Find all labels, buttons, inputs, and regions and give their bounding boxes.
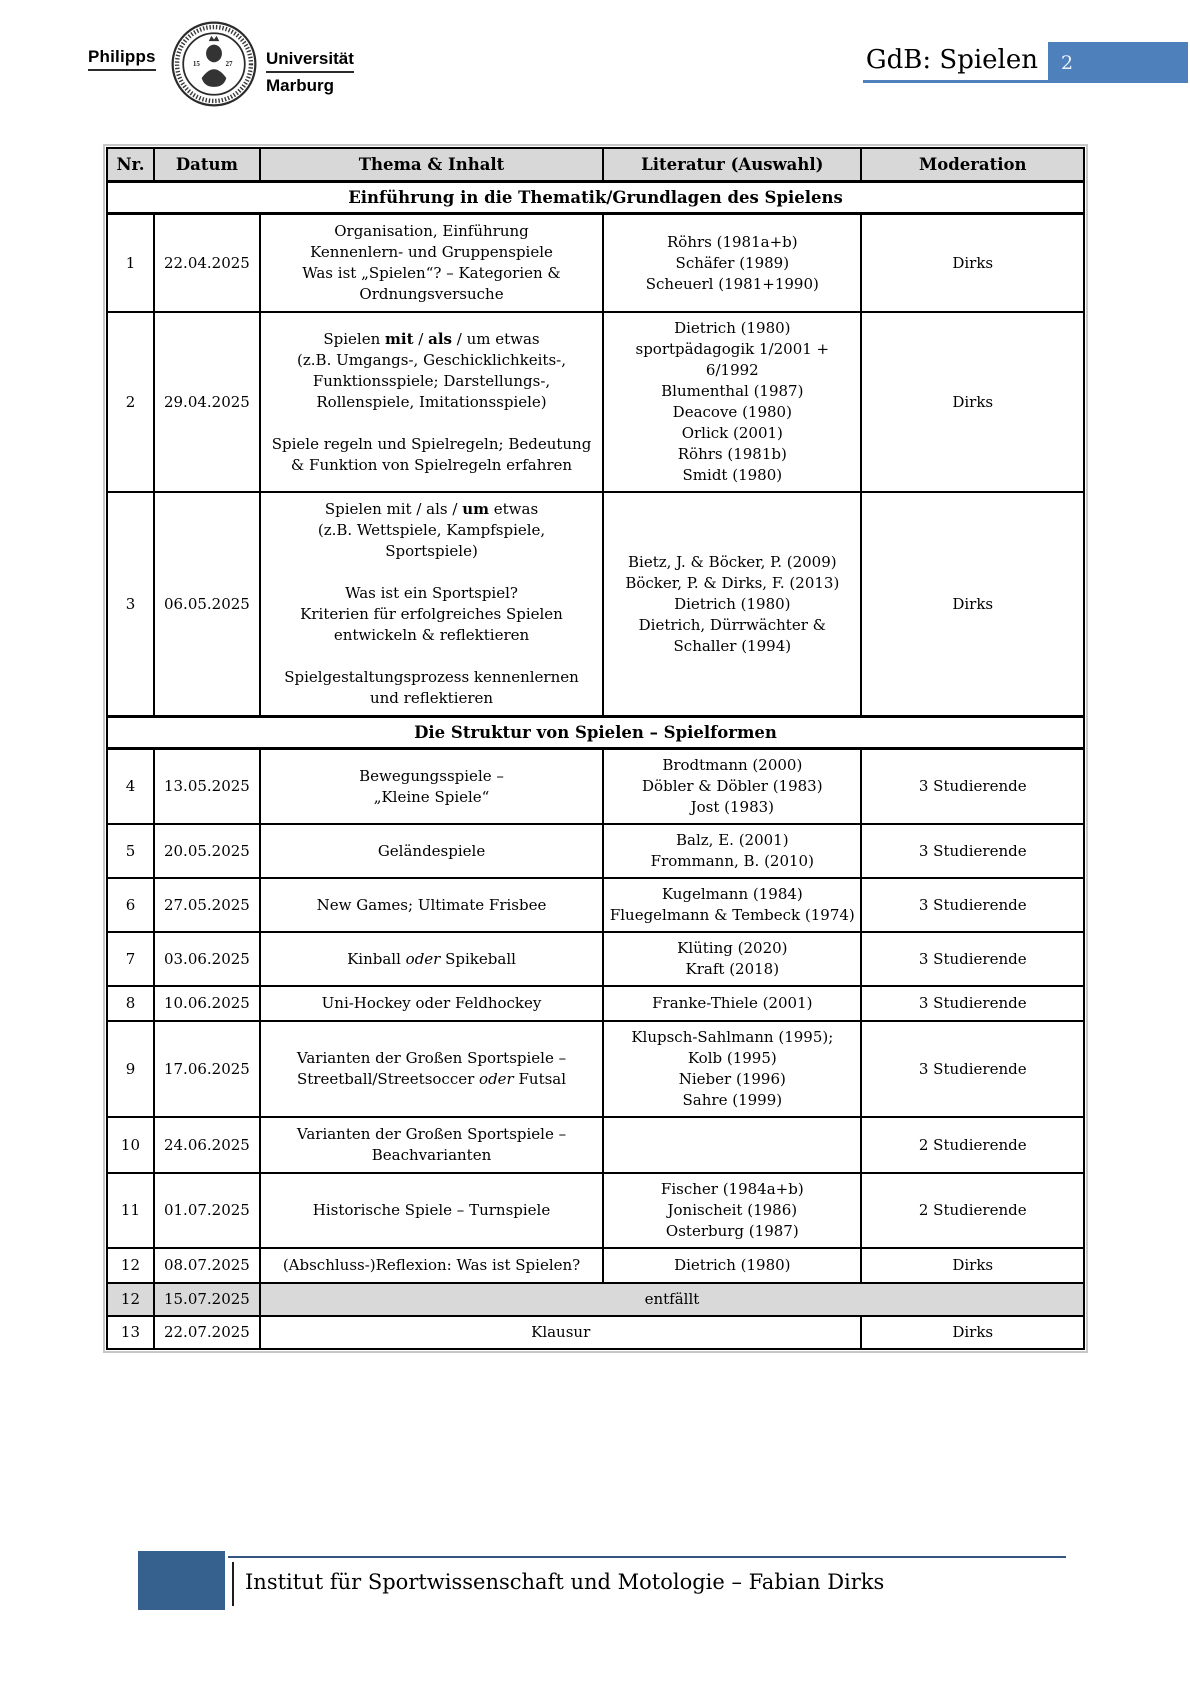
- text-line: Funktionsspiele; Darstellungs-,: [312, 371, 551, 390]
- thema-cell: [260, 824, 603, 878]
- datum-cell: 29.04.2025: [154, 312, 260, 492]
- text-line: Blumenthal (1987): [661, 382, 804, 400]
- text-line: Kinball oder Spikeball: [347, 949, 516, 968]
- university-logo: [88, 20, 378, 116]
- moderation-cell: 3 Studierende: [861, 932, 1084, 986]
- text-line: Dietrich (1980): [674, 1256, 791, 1274]
- thema-cell: [260, 1117, 603, 1173]
- text-line: New Games; Ultimate Frisbee: [316, 895, 547, 914]
- table-row: [107, 878, 1084, 932]
- text-line: Bewegungsspiele –: [359, 766, 504, 785]
- text-line: 6/1992: [705, 361, 759, 379]
- nr-cell: 7: [107, 932, 154, 986]
- text-line: Was ist „Spielen“? – Kategorien &: [302, 264, 561, 282]
- table-row: [107, 1117, 1084, 1173]
- text-line: Spielen mit / als / um etwas: [324, 500, 539, 518]
- text-line: Scheuerl (1981+1990): [645, 274, 819, 293]
- nr-cell: 11: [107, 1173, 154, 1248]
- literatur-cell: [603, 878, 861, 932]
- literatur-cell: [603, 932, 861, 986]
- page-number: 2: [1061, 51, 1074, 74]
- nr-cell: 8: [107, 986, 154, 1021]
- thema-cell: [260, 986, 603, 1021]
- nr-cell: 10: [107, 1117, 154, 1173]
- thema-cell: [260, 1248, 603, 1283]
- svg-text:27: 27: [225, 59, 233, 68]
- text-line: Kraft (2018): [685, 960, 780, 978]
- text-line: „Kleine Spiele“: [373, 787, 490, 806]
- text-line: Sahre (1999): [682, 1091, 783, 1109]
- literatur-cell: [603, 1173, 861, 1248]
- text-line: Frommann, B. (2010): [650, 852, 814, 870]
- text-line: Kennenlern- und Gruppenspiele: [310, 243, 553, 261]
- text-line: Spiele regeln und Spielregeln; Bedeutung: [271, 434, 592, 453]
- moderation-cell: 3 Studierende: [861, 986, 1084, 1021]
- logo-text-block: [266, 49, 354, 95]
- nr-cell: 13: [107, 1316, 154, 1349]
- thema-cell: [260, 1021, 603, 1117]
- table-header-row: [107, 148, 1084, 182]
- literatur-cell: [603, 749, 861, 825]
- thema-cell: [260, 749, 603, 825]
- nr-cell: 5: [107, 824, 154, 878]
- text-line: Brodtmann (2000): [662, 756, 803, 774]
- table-row: [107, 214, 1084, 313]
- text-line: Schäfer (1989): [675, 253, 790, 272]
- text-line: Uni-Hockey oder Feldhockey: [321, 994, 542, 1012]
- text-line: Varianten der Großen Sportspiele –: [296, 1125, 567, 1143]
- text-line: Historische Spiele – Turnspiele: [312, 1201, 551, 1219]
- nr-cell: 12: [107, 1248, 154, 1283]
- table-row: [107, 1316, 1084, 1349]
- text-line: Sportspiele): [385, 542, 478, 560]
- literatur-cell: [603, 1117, 861, 1173]
- text-line: [265, 646, 598, 667]
- text-line: Rollenspiele, Imitationsspiele): [316, 392, 547, 411]
- column-header-nr: Nr.: [107, 148, 154, 182]
- text-line: Röhrs (1981b): [677, 445, 787, 463]
- text-line: Kriterien für erfolgreiches Spielen: [300, 605, 563, 623]
- text-line: Osterburg (1987): [665, 1222, 799, 1240]
- datum-cell: 06.05.2025: [154, 492, 260, 717]
- moderation-cell: 3 Studierende: [861, 878, 1084, 932]
- column-header-datum: Datum: [154, 148, 260, 182]
- footer-rule: [228, 1556, 1066, 1558]
- text-line: Spielgestaltungsprozess kennenlernen: [284, 668, 579, 686]
- thema-cell: [260, 932, 603, 986]
- moderation-cell: 2 Studierende: [861, 1117, 1084, 1173]
- table-row: [107, 932, 1084, 986]
- datum-cell: 01.07.2025: [154, 1173, 260, 1248]
- datum-cell: 17.06.2025: [154, 1021, 260, 1117]
- section-title: Einführung in die Thematik/Grundlagen des Spielens: [107, 182, 1084, 214]
- text-line: Dietrich, Dürrwächter &: [638, 615, 826, 634]
- datum-cell: 03.06.2025: [154, 932, 260, 986]
- moderation-cell: 3 Studierende: [861, 749, 1084, 825]
- text-line: und reflektieren: [369, 689, 494, 707]
- literatur-cell: [603, 986, 861, 1021]
- datum-cell: 10.06.2025: [154, 986, 260, 1021]
- text-line: Döbler & Döbler (1983): [642, 777, 823, 795]
- moderation-cell: 2 Studierende: [861, 1173, 1084, 1248]
- page-header: [863, 42, 1188, 83]
- text-line: Schaller (1994): [673, 636, 792, 655]
- thema-cell: [260, 878, 603, 932]
- text-line: Fischer (1984a+b): [660, 1180, 804, 1198]
- moderation-cell: Dirks: [861, 1248, 1084, 1283]
- table-row: [107, 312, 1084, 492]
- seminar-schedule-table: [106, 147, 1085, 1350]
- logo-philipps-text: Philipps: [88, 47, 156, 71]
- moderation-cell: 3 Studierende: [861, 1021, 1084, 1117]
- literatur-cell: [603, 824, 861, 878]
- text-line: Organisation, Einführung: [334, 222, 529, 240]
- text-line: Ordnungsversuche: [359, 285, 504, 303]
- column-header-thema: Thema & Inhalt: [260, 148, 603, 182]
- text-line: Franke-Thiele (2001): [652, 994, 813, 1012]
- merged-cell: entfällt: [260, 1283, 1084, 1316]
- moderation-cell: Dirks: [861, 214, 1084, 313]
- table-row: [107, 1283, 1084, 1316]
- section-row: [107, 717, 1084, 749]
- university-seal-icon: [170, 20, 258, 108]
- text-line: sportpädagogik 1/2001 +: [635, 340, 830, 358]
- text-line: Kugelmann (1984): [661, 885, 803, 903]
- datum-cell: 22.07.2025: [154, 1316, 260, 1349]
- nr-cell: 2: [107, 312, 154, 492]
- text-line: & Funktion von Spielregeln erfahren: [290, 455, 573, 474]
- nr-cell: 3: [107, 492, 154, 717]
- datum-cell: 15.07.2025: [154, 1283, 260, 1316]
- column-header-moderation: Moderation: [861, 148, 1084, 182]
- text-line: Dietrich (1980): [674, 594, 791, 613]
- footer-divider-bar: [232, 1562, 234, 1606]
- svg-text:15: 15: [192, 59, 200, 68]
- nr-cell: 1: [107, 214, 154, 313]
- table-row: [107, 1248, 1084, 1283]
- text-line: Spielen mit / als / um etwas: [323, 329, 540, 348]
- text-line: Röhrs (1981a+b): [667, 232, 798, 251]
- thema-cell: [260, 312, 603, 492]
- text-line: Jonischeit (1986): [667, 1201, 798, 1219]
- datum-cell: 27.05.2025: [154, 878, 260, 932]
- text-line: Jost (1983): [690, 798, 775, 816]
- datum-cell: 22.04.2025: [154, 214, 260, 313]
- table-row: [107, 1021, 1084, 1117]
- text-line: [265, 413, 598, 434]
- text-line: Nieber (1996): [678, 1070, 786, 1088]
- text-line: Orlick (2001): [681, 424, 783, 442]
- text-line: Beachvarianten: [371, 1146, 492, 1164]
- logo-universitaet-text: Universität: [266, 49, 354, 73]
- thema-cell: [260, 492, 603, 717]
- literatur-cell: [603, 492, 861, 717]
- text-line: Fluegelmann & Tembeck (1974): [609, 906, 855, 924]
- datum-cell: 24.06.2025: [154, 1117, 260, 1173]
- merged-cell: Klausur: [260, 1316, 862, 1349]
- table-row: [107, 986, 1084, 1021]
- table-row: [107, 492, 1084, 717]
- moderation-cell: 3 Studierende: [861, 824, 1084, 878]
- page-number-badge: [1048, 42, 1188, 83]
- text-line: Kolb (1995): [687, 1049, 777, 1067]
- datum-cell: 13.05.2025: [154, 749, 260, 825]
- nr-cell: 12: [107, 1283, 154, 1316]
- literatur-cell: [603, 312, 861, 492]
- column-header-literatur: Literatur (Auswahl): [603, 148, 861, 182]
- datum-cell: 08.07.2025: [154, 1248, 260, 1283]
- section-title: Die Struktur von Spielen – Spielformen: [107, 717, 1084, 749]
- footer-accent-square: [138, 1551, 225, 1610]
- text-line: (Abschluss-)Reflexion: Was ist Spielen?: [282, 1256, 581, 1274]
- text-line: Smidt (1980): [682, 466, 783, 484]
- text-line: Klupsch-Sahlmann (1995);: [631, 1028, 834, 1046]
- text-line: Streetball/Streetsoccer oder Futsal: [296, 1070, 567, 1088]
- text-line: Was ist ein Sportspiel?: [345, 584, 518, 602]
- text-line: Varianten der Großen Sportspiele –: [296, 1049, 567, 1067]
- moderation-cell: Dirks: [861, 492, 1084, 717]
- moderation-cell: Dirks: [861, 1316, 1084, 1349]
- literatur-cell: [603, 1021, 861, 1117]
- text-line: Böcker, P. & Dirks, F. (2013): [625, 573, 840, 592]
- text-line: Dietrich (1980): [674, 319, 791, 337]
- nr-cell: 9: [107, 1021, 154, 1117]
- text-line: entwickeln & reflektieren: [333, 626, 530, 644]
- literatur-cell: [603, 214, 861, 313]
- text-line: Geländespiele: [377, 841, 486, 860]
- document-title: GdB: Spielen: [863, 44, 1048, 83]
- text-line: Deacove (1980): [672, 403, 792, 421]
- table-row: [107, 749, 1084, 825]
- table-row: [107, 824, 1084, 878]
- text-line: Klüting (2020): [677, 939, 788, 957]
- datum-cell: 20.05.2025: [154, 824, 260, 878]
- thema-cell: [260, 1173, 603, 1248]
- text-line: Balz, E. (2001): [676, 831, 789, 849]
- section-row: [107, 182, 1084, 214]
- text-line: (z.B. Umgangs-, Geschicklichkeits-,: [297, 350, 566, 369]
- nr-cell: 6: [107, 878, 154, 932]
- moderation-cell: Dirks: [861, 312, 1084, 492]
- text-line: (z.B. Wettspiele, Kampfspiele,: [317, 521, 546, 539]
- text-line: Bietz, J. & Böcker, P. (2009): [628, 552, 837, 571]
- text-line: [265, 562, 598, 583]
- literatur-cell: [603, 1248, 861, 1283]
- footer-text: Institut für Sportwissenschaft und Motologie – Fabian Dirks: [245, 1570, 885, 1594]
- thema-cell: [260, 214, 603, 313]
- logo-marburg-text: Marburg: [266, 76, 334, 95]
- nr-cell: 4: [107, 749, 154, 825]
- table-row: [107, 1173, 1084, 1248]
